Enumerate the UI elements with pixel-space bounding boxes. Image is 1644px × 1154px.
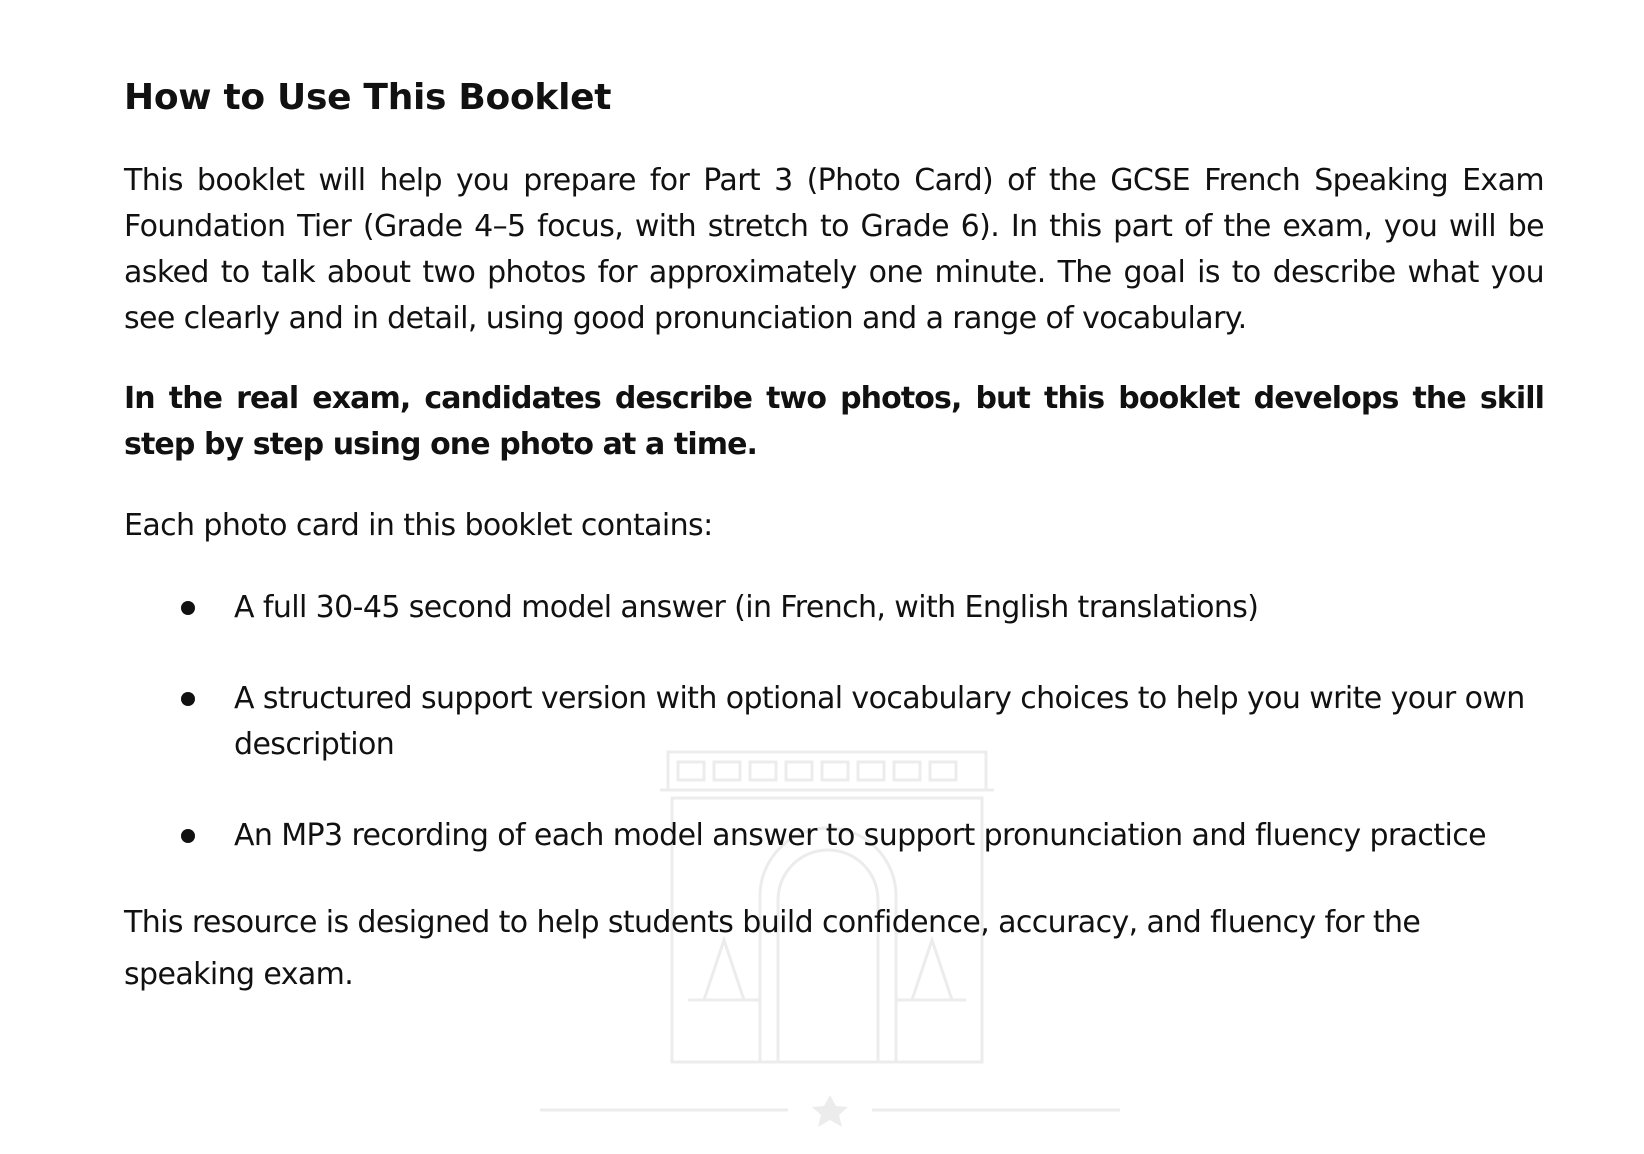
- list-item-text: An MP3 recording of each model answer to support pronunciation and fluency practice: [234, 818, 1486, 853]
- contents-list: [124, 585, 1544, 859]
- bullet-dot-icon: [181, 829, 195, 843]
- list-item: [124, 585, 1544, 631]
- bullet-dot-icon: [181, 692, 195, 706]
- list-item-text: A structured support version with optional vocabulary choices to help you write your own description: [234, 681, 1525, 762]
- closing-paragraph: This resource is designed to help students build confidence, accuracy, and fluency for the speaking exam.: [124, 905, 1421, 992]
- bullet-dot-icon: [181, 601, 195, 615]
- intro-paragraph: This booklet will help you prepare for Part 3 (Photo Card) of the GCSE French Speaking Exam Foundation Tier (Grade 4–5 focus, with stretch to Grade 6). In this part of the exam, you will be asked to talk about two photos for approximately one minute. The goal is to describe what you see clearly and in detail, using good pronunciation and a range of vocabulary.: [124, 163, 1544, 336]
- list-item: [124, 676, 1544, 768]
- list-item: [124, 813, 1544, 859]
- page-content: [124, 72, 1544, 1001]
- contains-lead-text: Each photo card in this booklet contains:: [124, 508, 713, 543]
- page-title: How to Use This Booklet: [124, 77, 612, 118]
- exam-note-paragraph: In the real exam, candidates describe two photos, but this booklet develops the skill step by step using one photo at a time.: [124, 381, 1544, 462]
- list-item-text: A full 30-45 second model answer (in French, with English translations): [234, 590, 1259, 625]
